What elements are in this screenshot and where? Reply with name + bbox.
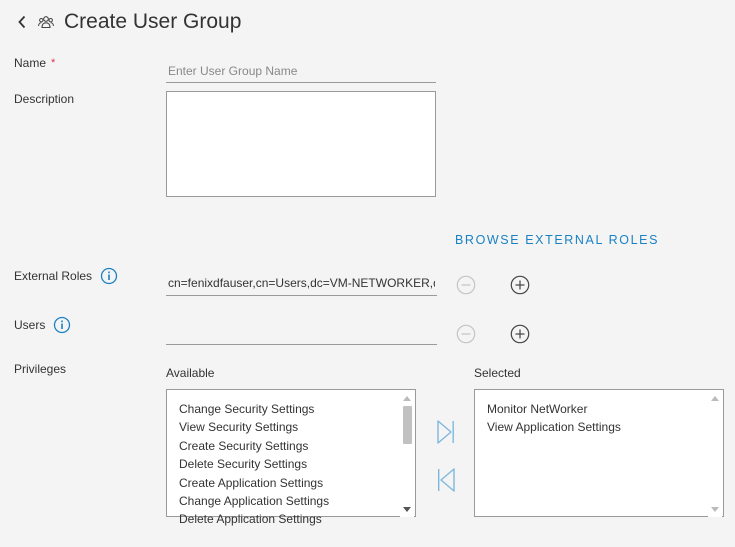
browse-external-roles-link[interactable]: BROWSE EXTERNAL ROLES [455,233,660,247]
selected-items [475,390,723,447]
page-header [14,8,241,36]
required-asterisk: * [51,57,56,69]
name-input[interactable] [166,59,436,83]
list-item[interactable]: Delete Security Settings [179,457,308,472]
external-roles-info-icon[interactable] [100,267,118,285]
list-item[interactable]: Create Application Settings [179,475,324,490]
list-item[interactable]: View Security Settings [179,420,299,435]
users-label-text: Users [14,318,46,332]
remove-external-role-button[interactable] [456,275,476,295]
scroll-thumb[interactable] [403,406,412,444]
add-user-button[interactable] [510,324,530,344]
remove-user-button[interactable] [456,324,476,344]
external-roles-label [14,267,118,285]
available-scrollbar[interactable] [400,391,414,517]
description-label [14,92,74,106]
page-title: Create User Group [64,10,242,33]
selected-scrollbar[interactable] [708,391,722,517]
user-group-icon [38,13,56,31]
available-caption: Available [166,366,215,380]
scroll-up-arrow-icon[interactable] [711,396,719,401]
name-label [14,56,55,70]
list-item[interactable]: Change Security Settings [179,402,315,416]
list-item[interactable]: Create Security Settings [179,438,309,453]
list-item[interactable]: Delete Application Settings [179,512,322,527]
available-items [167,390,415,539]
add-external-role-button[interactable] [510,275,530,295]
external-roles-label-text: External Roles [14,269,93,283]
scroll-up-arrow-icon[interactable] [403,396,411,401]
move-to-available-button[interactable] [435,466,457,494]
description-label-text: Description [14,92,75,106]
privileges-label [14,362,66,376]
list-item[interactable]: View Application Settings [487,420,621,435]
list-item[interactable]: Change Application Settings [179,494,330,509]
users-label [14,316,71,334]
move-to-selected-button[interactable] [435,418,457,446]
external-roles-input[interactable] [166,270,437,296]
privileges-label-text: Privileges [14,362,67,376]
users-info-icon[interactable] [53,316,71,334]
available-privileges-list[interactable] [166,389,416,527]
users-input[interactable] [166,319,437,345]
selected-caption: Selected [474,366,521,380]
name-label-text: Name [14,56,47,70]
list-item[interactable]: Monitor NetWorker [487,402,588,416]
description-textarea[interactable] [166,91,436,197]
scroll-down-arrow-icon[interactable] [711,507,719,512]
back-chevron-icon[interactable] [14,14,30,30]
selected-privileges-list[interactable] [474,389,724,517]
scroll-down-arrow-icon[interactable] [403,507,411,512]
